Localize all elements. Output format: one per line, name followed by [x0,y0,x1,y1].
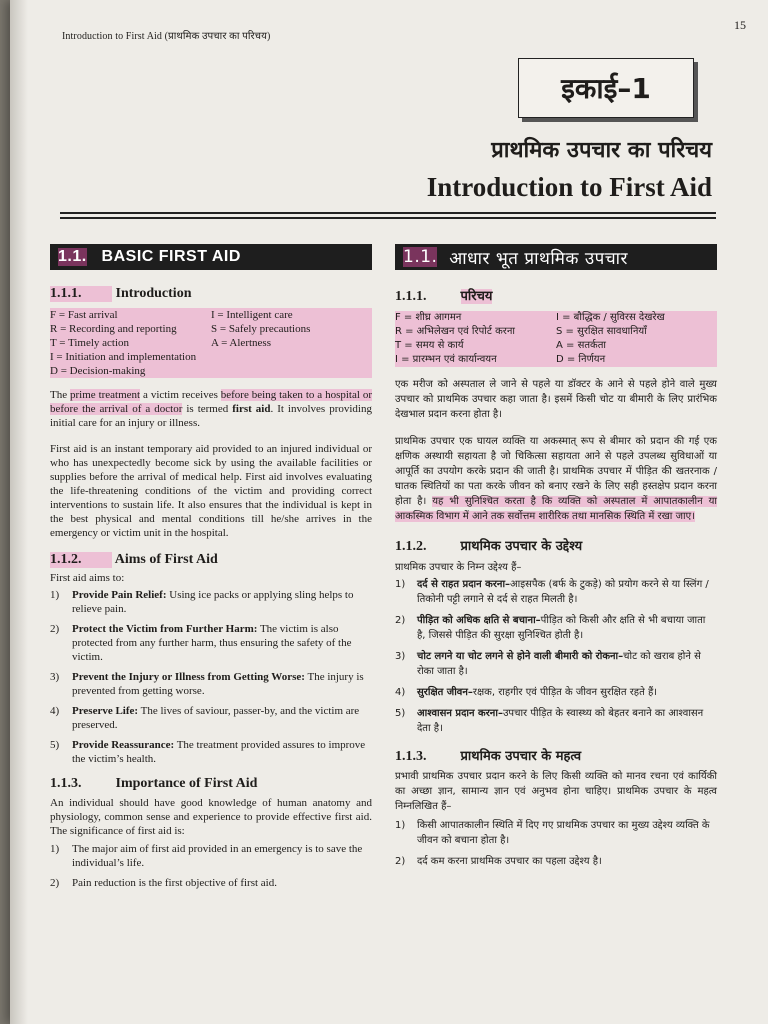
chapter-title-hindi: प्राथमिक उपचार का परिचय [491,138,712,163]
acronym-item: D = निर्णयन [556,354,606,365]
acronym-list [50,308,372,378]
bar-number: 1.1. [403,247,438,267]
acronym-item: R = Recording and reporting [50,323,177,335]
paragraph: प्राथमिक उपचार एक घायल व्यक्ति या अकस्मात् रूप से बीमार को प्रदान की गई एक क्षणिक अस्थायी सहायता है जो चिकित्सा सहायता आने से पहले उपलब्ध सुविधाओं या आपूर्ति का उपयोग करके प्रदान की जाती है। प्राथमिक उपचार में पीड़ित की खतरनाक / घातक स्थितियों का पता करके जीवन को बनाए रखने के लिए सही हस्तक्षेप प्रदान करना होता है। यह भी सुनिश्चित करता है कि व्यक्ति को अस्पताल में आपातकालीन या आकस्मिक विभाग में आने तक सर्वोत्तम शारीरिक तथा मानसिक स्थिति में रखा जाए। [395,436,717,522]
paragraph: The prime treatment a victim receives before being taken to a hospital or before the arrival of a doctor is termed first aid. It involves providing initial care for an injury or illness. [50,389,372,429]
list-intro: First aid aims to: [50,572,125,584]
unit-label: इकाई–1 [561,72,651,105]
list-item: 2) Protect the Victim from Further Harm: The victim is also protected from any further harm, thus ensuring the safety of the victim. [50,623,352,663]
highlight: यह भी सुनिश्चित करता है कि व्यक्ति को अस्पताल में आपातकालीन या आकस्मिक विभाग में आने तक सर्वोत्तम शारीरिक तथा मानसिक स्थिति में रखा जाए। [395,496,717,522]
running-header: Introduction to First Aid (प्राथमिक उपचार का परिचय) [62,31,271,42]
unit-label-box [518,58,694,118]
section-title: Importance of First Aid [115,776,258,791]
section-number: 1.1.1. [395,289,427,304]
paragraph: प्रभावी प्राथमिक उपचार प्रदान करने के लिए किसी व्यक्ति को मानव रचना एवं कार्यिकी का अच्छा ज्ञान, सामान्य ज्ञान एवं अनुभव होना चाहिए। प्राथमिक उपचार के महत्व निम्नलिखित हैं– [395,771,717,812]
section-number: 1.1.3. [395,749,427,764]
list-item: 5) आश्वासन प्रदान करना–उपचार पीड़ित के स्वास्थ्य को बेहतर बनाने का आश्वासन देता है। [395,708,704,734]
bar-title: आधार भूत प्राथमिक उपचार [449,248,628,269]
section-number: 1.1.3. [50,776,82,791]
acronym-item: A = Alertness [211,337,271,349]
section-heading [50,552,372,568]
aims-list [50,588,372,766]
list-intro: प्राथमिक उपचार के निम्न उद्देश्य हैं– [395,562,522,573]
section-number: 1.1.2. [50,552,112,568]
list-item: 2) Pain reduction is the first objective of first aid. [50,877,277,889]
list-item: 1) Provide Pain Relief: Using ice packs or applying sling helps to relieve pain. [50,589,354,615]
acronym-item: T = Timely action [50,337,130,349]
page-number: 15 [734,18,746,32]
book-page [10,0,768,1024]
section-title: Introduction [115,286,192,301]
importance-list [395,818,717,869]
highlight: before being taken to a hospital or before the arrival of a doctor [50,389,372,415]
acronym-item: F = शीघ्र आगमन [395,312,462,323]
acronym-item: R = अभिलेखन एवं रिपोर्ट करना [395,326,515,337]
section-title: Aims of First Aid [114,552,218,567]
list-item: 3) चोट लगने या चोट लगने से होने वाली बीमारी को रोकना–चोट को खराब होने से रोका जाता है। [395,651,701,677]
section-title: प्राथमिक उपचार के महत्व [460,749,582,764]
acronym-item: F = Fast arrival [50,309,118,321]
acronym-item: I = प्रारम्भन एवं कार्यान्वयन [395,354,497,365]
aims-list [395,577,717,736]
acronym-list [395,311,717,367]
acronym-item: A = सतर्कता [556,340,607,351]
list-item: 2) दर्द कम करना प्राथमिक उपचार का पहला उद्देश्य है। [395,856,602,867]
acronym-item: S = Safely precautions [211,323,311,335]
list-item: 3) Prevent the Injury or Illness from Getting Worse: The injury is prevented from getting worse. [50,671,364,697]
title-rule-top [60,212,716,214]
acronym-item: T = समय से कार्य [395,340,464,351]
section-number: 1.1.1. [50,286,112,302]
acronym-item: I = Intelligent care [211,309,293,321]
acronym-item: I = Initiation and implementation [50,351,197,363]
section-heading [50,286,372,302]
list-item: 2) पीड़ित को अधिक क्षति से बचाना–पीड़ित को किसी और क्षति से भी बचाया जाता है, जिससे पीड़ित की सुरक्षा सुनिश्चित होती है। [395,615,706,641]
section-bar-hindi [395,244,717,270]
bar-number: 1.1. [58,248,87,265]
list-item: 4) Preserve Life: The lives of saviour, passer-by, and the victim are preserved. [50,705,360,731]
paragraph: एक मरीज को अस्पताल ले जाने से पहले या डॉक्टर के आने से पहले होने वाले मुख्य उपचार को प्राथमिक उपचार कहा जाता है। इसमें किसी चोट या बीमारी के लिए प्रारंभिक देखभाल प्रदान करना होता है। [395,379,717,420]
acronym-item: I = बौद्धिक / सुविरस देखरेख [556,312,665,323]
section-bar-english [50,244,372,270]
section-heading [395,536,717,555]
section-title: परिचय [460,289,493,304]
list-item: 5) Provide Reassurance: The treatment provided assures to improve the victim’s health. [50,739,366,765]
list-item: 1) दर्द से राहत प्रदान करना–आइसपैक (बर्फ के टुकड़े) को प्रयोग करने से या स्लिंग / तिकोनी पट्टी लगाने से दर्द से राहत मिलती है। [395,579,709,605]
section-number: 1.1.2. [395,539,427,554]
paragraph: First aid is an instant temporary aid provided to an injured individual or who has unexpectedly become sick by using the available facilities or supplies before the arrival of medical help. First aid involves evaluating the life-threatening conditions of the victim and providing correct interventions to sustain life. It also ensures that the individual is kept in the best physical and mental conditions till he/she arrives in the emergency or victim unit in the hospital. [50,443,372,539]
page-gutter [10,0,28,1024]
chapter-title-english: Introduction to First Aid [426,172,712,202]
section-heading [50,776,372,792]
title-rule-bottom [60,217,716,219]
acronym-item: S = सुरक्षित सावधानियाँ [556,326,647,337]
paragraph: An individual should have good knowledge of human anatomy and physiology, common sense and experience to provide effective first aid. The significance of first aid is: [50,797,372,837]
hindi-column [395,244,717,879]
highlight: prime treatment [70,389,141,401]
section-title: प्राथमिक उपचार के उद्देश्य [460,539,583,554]
section-heading [395,286,717,305]
section-heading [395,746,717,765]
list-item: 1) The major aim of first aid provided in an emergency is to save the individual’s life. [50,843,363,869]
importance-list [50,842,372,890]
english-column [50,244,372,900]
acronym-item: D = Decision-making [50,365,146,377]
bar-title: BASIC FIRST AID [101,248,241,265]
list-item: 1) किसी आपातकालीन स्थिति में दिए गए प्राथमिक उपचार का मुख्य उद्देश्य व्यक्ति के जीवन को बचाना होता है। [395,820,710,846]
list-item: 4) सुरक्षित जीवन–रक्षक, राहगीर एवं पीड़ित के जीवन सुरक्षित रहते हैं। [395,687,658,698]
